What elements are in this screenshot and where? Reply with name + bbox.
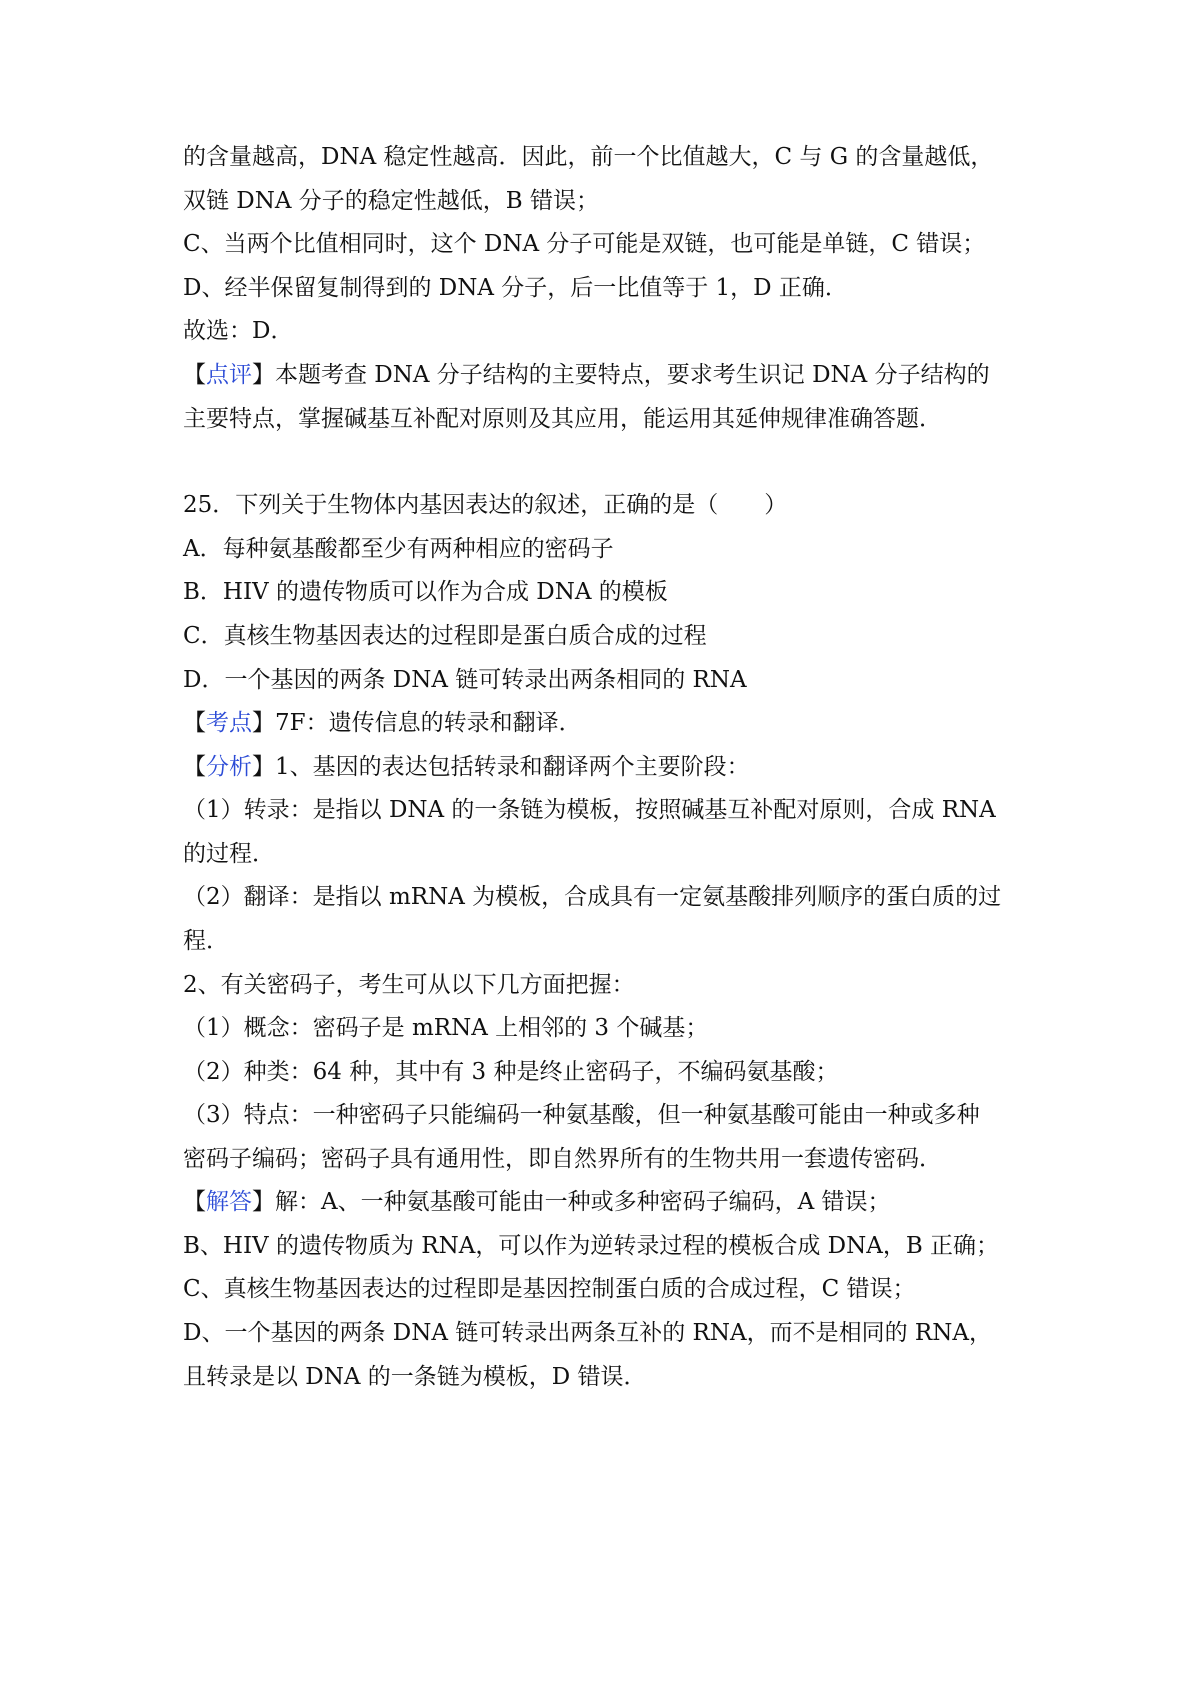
text-line: 主要特点，掌握碱基互补配对原则及其应用，能运用其延伸规律准确答题．: [183, 406, 942, 432]
bracket-open: 【: [183, 754, 206, 780]
bracket-open: 【: [183, 362, 206, 388]
bracket-close: 】: [252, 1189, 275, 1215]
text-line: 的含量越高，DNA 稳定性越高．因此，前一个比值越大，C 与 G 的含量越低，: [183, 144, 994, 170]
text-line: 程．: [183, 928, 229, 954]
text-line: （2）翻译：是指以 mRNA 为模板，合成具有一定氨基酸排列顺序的蛋白质的过: [183, 884, 1002, 910]
jieda-tag: 解答: [206, 1189, 252, 1215]
text-line: 且转录是以 DNA 的一条链为模板，D 错误．: [183, 1364, 647, 1390]
bracket-close: 】: [252, 754, 275, 780]
bracket-open: 【: [183, 710, 206, 736]
text-line: 双链 DNA 分子的稳定性越低，B 错误；: [183, 188, 600, 214]
bracket-open: 【: [183, 1189, 206, 1215]
bracket-close: 】: [252, 362, 275, 388]
text-line: （3）特点：一种密码子只能编码一种氨基酸，但一种氨基酸可能由一种或多种: [183, 1102, 980, 1128]
text-line: D、一个基因的两条 DNA 链可转录出两条互补的 RNA，而不是相同的 RNA，: [183, 1320, 992, 1346]
question-stem: 25．下列关于生物体内基因表达的叙述，正确的是（ ）: [183, 492, 788, 518]
fenxi-line: [183, 752, 750, 782]
text-line: （1）转录：是指以 DNA 的一条链为模板，按照碱基互补配对原则，合成 RNA: [183, 797, 996, 823]
kaodian-line: [183, 708, 582, 738]
fenxi-tag: 分析: [206, 754, 252, 780]
option-a: A．每种氨基酸都至少有两种相应的密码子: [183, 536, 614, 562]
bracket-close: 】: [252, 710, 275, 736]
option-c: C．真核生物基因表达的过程即是蛋白质合成的过程: [183, 623, 707, 649]
review-line: [183, 360, 990, 390]
jieda-text: 解：A、一种氨基酸可能由一种或多种密码子编码，A 错误；: [275, 1189, 891, 1215]
text-line: C、当两个比值相同时，这个 DNA 分子可能是双链，也可能是单链，C 错误；: [183, 231, 986, 257]
review-tag: 点评: [206, 362, 252, 388]
jieda-line: [183, 1187, 891, 1217]
kaodian-tag: 考点: [206, 710, 252, 736]
text-line: D、经半保留复制得到的 DNA 分子，后一比值等于 1，D 正确．: [183, 275, 848, 301]
text-line: 2、有关密码子，考生可从以下几方面把握：: [183, 972, 635, 998]
fenxi-text: 1、基因的表达包括转录和翻译两个主要阶段：: [275, 754, 750, 780]
text-line: C、真核生物基因表达的过程即是基因控制蛋白质的合成过程，C 错误；: [183, 1276, 916, 1302]
kaodian-text: 7F：遗传信息的转录和翻译．: [275, 710, 582, 736]
review-text: 本题考查 DNA 分子结构的主要特点，要求考生识记 DNA 分子结构的: [275, 362, 990, 388]
answer-line: 故选：D．: [183, 318, 294, 344]
option-b: B．HIV 的遗传物质可以作为合成 DNA 的模板: [183, 579, 668, 605]
text-line: 密码子编码；密码子具有通用性，即自然界所有的生物共用一套遗传密码．: [183, 1146, 942, 1172]
option-d: D．一个基因的两条 DNA 链可转录出两条相同的 RNA: [183, 667, 747, 693]
text-line: （1）概念：密码子是 mRNA 上相邻的 3 个碱基；: [183, 1015, 709, 1041]
text-line: B、HIV 的遗传物质为 RNA，可以作为逆转录过程的模板合成 DNA，B 正确；: [183, 1233, 1000, 1259]
text-line: （2）种类：64 种，其中有 3 种是终止密码子，不编码氨基酸；: [183, 1059, 839, 1085]
text-line: 的过程．: [183, 841, 275, 867]
